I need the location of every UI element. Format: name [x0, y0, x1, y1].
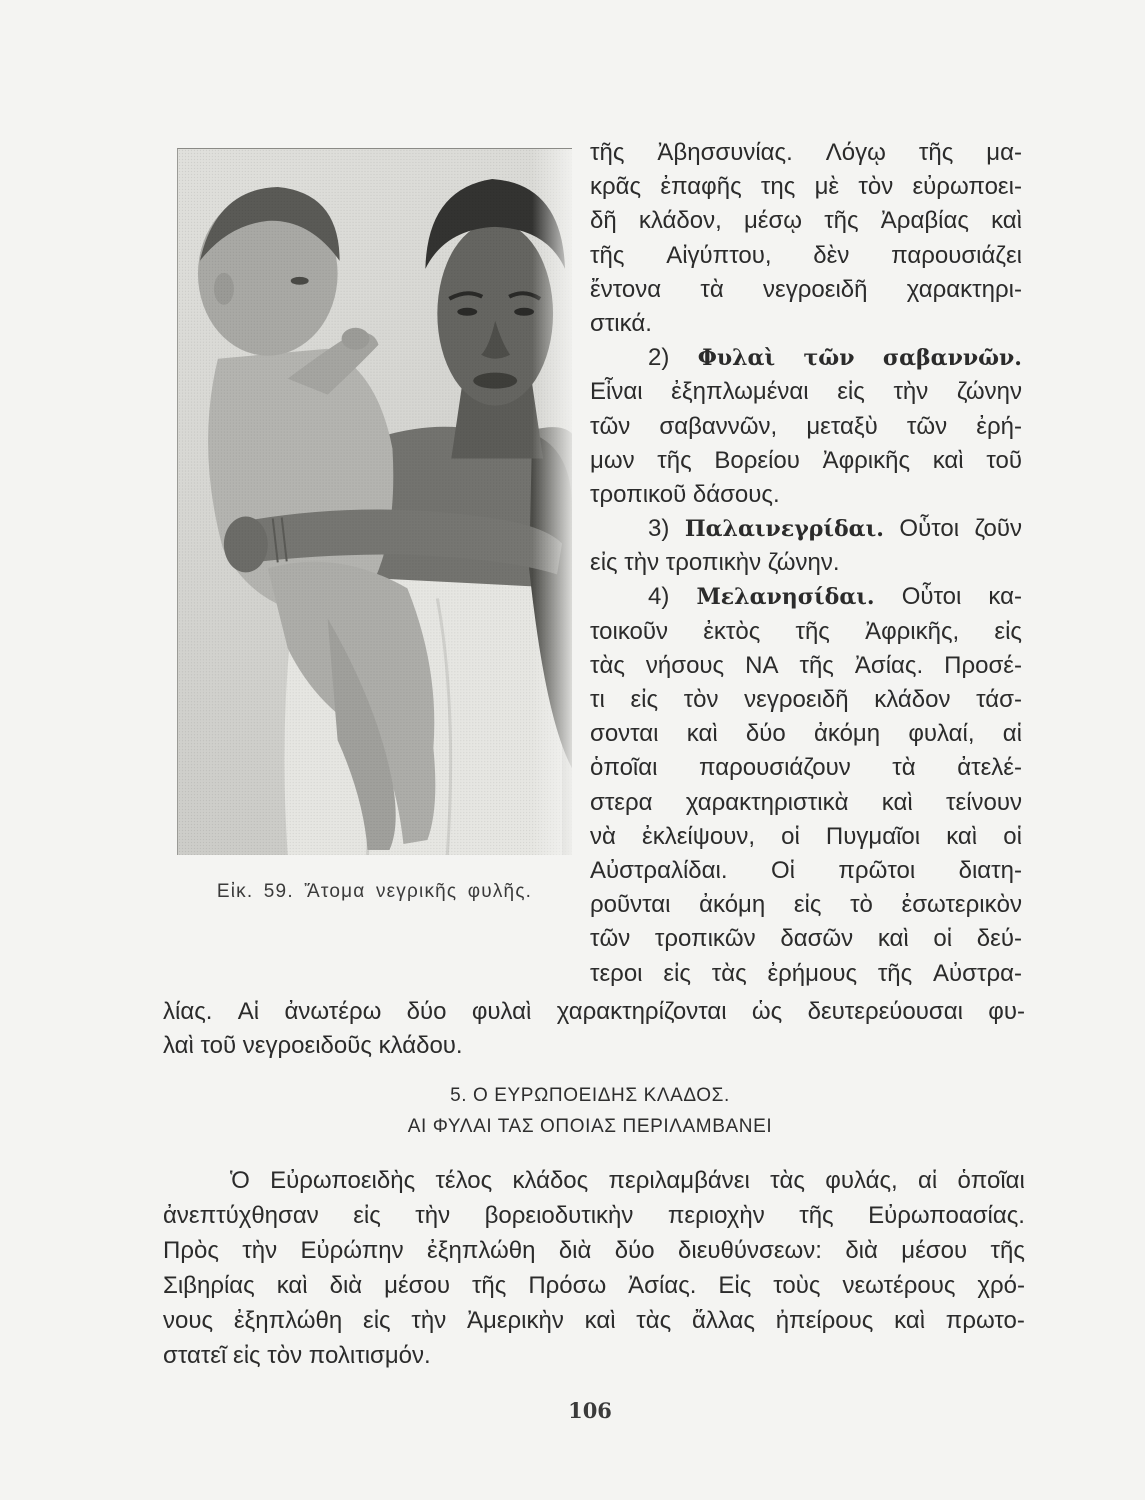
- column-line: σονται καὶ δύο ἀκόμη φυλαί, αἱ: [590, 720, 1022, 748]
- paragraph-line: στατεῖ εἰς τὸν πολιτισμόν.: [163, 1342, 431, 1369]
- photo-woman-holding-child: [178, 149, 572, 855]
- figure-caption: Εἰκ. 59. Ἄτομα νεγρικῆς φυλῆς.: [216, 881, 533, 902]
- page-number: 106: [568, 1398, 612, 1423]
- column-line: τῶν τροπικῶν δασῶν καὶ οἱ δεύ-: [590, 925, 1022, 953]
- figure-59-photo: [177, 148, 572, 855]
- list-item-4-heading: 4) Μελανησίδαι. Οὗτοι κα-: [648, 583, 1022, 611]
- column-line: νὰ ἐκλείψουν, οἱ Πυγμαῖοι καὶ οἱ: [590, 822, 1022, 850]
- column-line: τῶν σαβαννῶν, μεταξὺ τῶν ἐρή-: [590, 412, 1022, 440]
- right-column-text: [590, 136, 1022, 991]
- column-line: ροῦνται ἀκόμη εἰς τὸ ἐσωτερικὸν: [590, 891, 1022, 919]
- column-line: δῆ κλάδον, μέσῳ τῆς Ἀραβίας καὶ: [590, 207, 1022, 235]
- column-line: ὁποῖαι παρουσιάζουν τὰ ἀτελέ-: [590, 754, 1022, 782]
- column-line: κρᾶς ἐπαφῆς της μὲ τὸν εὐρωποει-: [590, 173, 1022, 201]
- column-line: ἔντονα τὰ νεγροειδῆ χαρακτηρι-: [590, 275, 1022, 303]
- column-line: τῆς Ἀβησσυνίας. Λόγῳ τῆς μα-: [590, 139, 1022, 166]
- column-line: τι εἰς τὸν νεγροειδῆ κλάδον τάσ-: [590, 686, 1022, 713]
- full-width-line: λαὶ τοῦ νεγροειδοῦς κλάδου.: [163, 1032, 463, 1060]
- paragraph-line: Σιβηρίας καὶ διὰ μέσου τῆς Πρόσω Ἀσίας. Εἰς τοὺς νεωτέρους χρό-: [163, 1272, 1025, 1299]
- column-line: Αὐστραλίδαι. Οἱ πρῶτοι διατη-: [590, 856, 1022, 884]
- column-line: Εἶναι ἐξηπλωμέναι εἰς τὴν ζώνην: [590, 378, 1022, 406]
- full-width-line: λίας. Αἱ ἀνωτέρω δύο φυλαὶ χαρακτηρίζονται ὡς δευτερεύουσαι φυ-: [163, 998, 1025, 1025]
- full-width-text: [163, 995, 1025, 1063]
- section-subtitle-line: ΑΙ ΦΥΛΑΙ ΤΑΣ ΟΠΟΙΑΣ ΠΕΡΙΛΑΜΒΑΝΕΙ: [407, 1116, 773, 1137]
- column-line: εἰς τὴν τροπικὴν ζώνην.: [590, 549, 840, 577]
- paragraph-line: νους ἐξηπλώθη εἰς τὴν Ἀμερικὴν καὶ τὰς ἄλλας ἠπείρους καὶ πρωτο-: [163, 1307, 1025, 1334]
- column-line: τεροι εἰς τὰς ἐρήμους τῆς Αὐστρα-: [590, 959, 1022, 987]
- column-line: τροπικοῦ δάσους.: [590, 480, 780, 508]
- section-paragraph: [163, 1163, 1025, 1373]
- column-line: τοικοῦν ἐκτὸς τῆς Ἀφρικῆς, εἰς: [590, 617, 1022, 645]
- paragraph-line: Πρὸς τὴν Εὐρώπην ἐξηπλώθη διὰ δύο διευθύνσεων: διὰ μέσου τῆς: [163, 1237, 1025, 1264]
- paragraph-line: Ὁ Εὐρωποειδὴς τέλος κλάδος περιλαμβάνει τὰς φυλάς, αἱ ὁποῖαι: [230, 1167, 1025, 1194]
- column-line: στερα χαρακτηριστικὰ καὶ τείνουν: [590, 788, 1022, 816]
- paragraph-line: ἀνεπτύχθησαν εἰς τὴν βορειοδυτικὴν περιοχὴν τῆς Εὐρωποασίας.: [163, 1202, 1025, 1229]
- column-line: τῆς Αἰγύπτου, δὲν παρουσιάζει: [590, 241, 1022, 269]
- column-line: τὰς νήσους ΝΑ τῆς Ἀσίας. Προσέ-: [590, 651, 1022, 679]
- section-title-line: 5. Ο ΕΥΡΩΠΟΕΙΔΗΣ ΚΛΑΔΟΣ.: [450, 1085, 730, 1106]
- list-item-3-heading: 3) Παλαινεγρίδαι. Οὗτοι ζοῦν: [648, 515, 1022, 543]
- column-line: στικά.: [590, 309, 652, 337]
- section-heading: [163, 1080, 1017, 1142]
- list-item-2-heading: 2) Φυλαὶ τῶν σαβαννῶν.: [648, 344, 1022, 372]
- column-line: μων τῆς Βορείου Ἀφρικῆς καὶ τοῦ: [590, 446, 1022, 474]
